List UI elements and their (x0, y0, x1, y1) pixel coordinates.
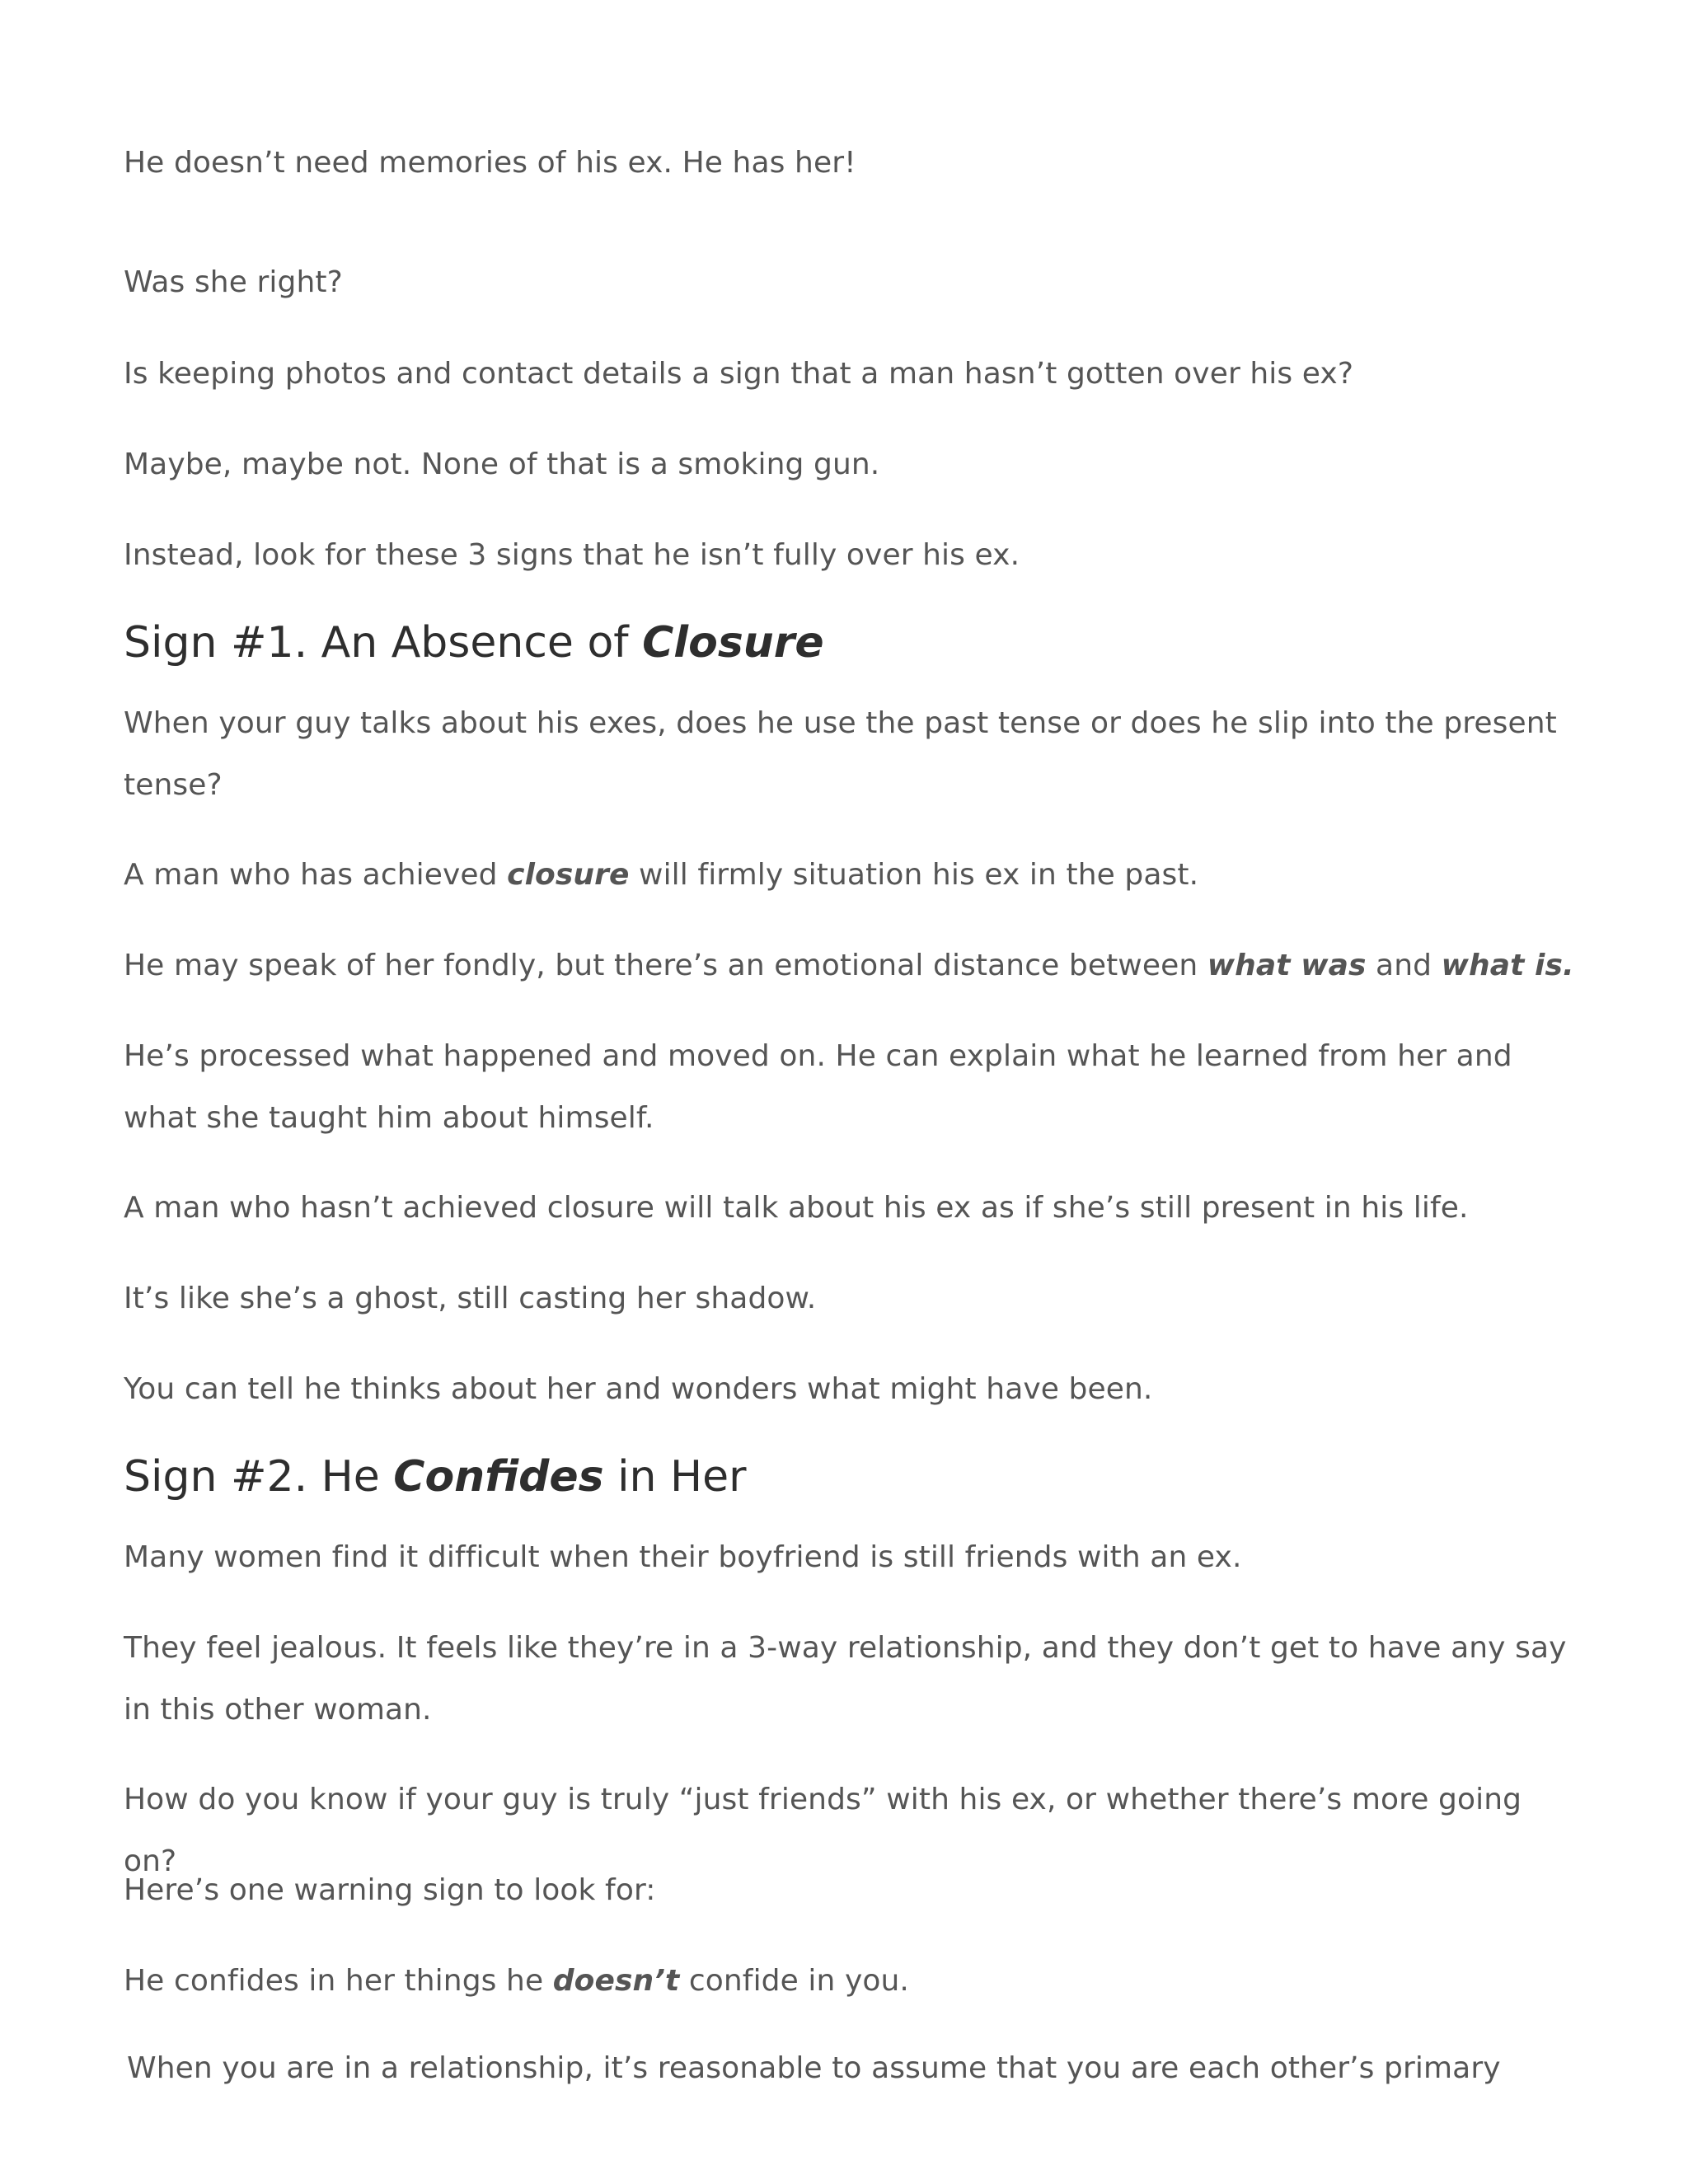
paragraph-memories: He doesn’t need memories of his ex. He has her! (124, 146, 856, 180)
heading-sign-2-text-2: in Her (603, 1452, 747, 1502)
paragraph-wonders: You can tell he thinks about her and wonders what might have been. (124, 1372, 1153, 1406)
heading-sign-2-text-1: Sign #2. He (124, 1452, 394, 1502)
heading-sign-1-emphasis: Closure (642, 618, 824, 668)
heading-sign-2 (124, 1448, 1574, 1506)
heading-sign-2-emphasis: Confides (393, 1452, 604, 1502)
paragraph-past-tense: When your guy talks about his exes, does he use the past tense or does he slip into the present tense? (124, 706, 1557, 802)
paragraph-fondly-text-1: He may speak of her fondly, but there’s an emotional distance between (124, 949, 1207, 982)
paragraph-closure-emphasis: closure (507, 858, 630, 892)
paragraph-warning-sign: Here’s one warning sign to look for: (124, 1873, 656, 1907)
paragraph-closure (124, 844, 1574, 906)
paragraph-was-she-right: Was she right? (124, 265, 343, 299)
paragraph-processed: He’s processed what happened and moved on. He can explain what he learned from her and what she taught him about himself. (124, 1039, 1512, 1135)
paragraph-not-achieved: A man who hasn’t achieved closure will talk about his ex as if she’s still present in his life. (124, 1191, 1469, 1225)
paragraph-closure-text-2: will firmly situation his ex in the past. (629, 858, 1199, 892)
paragraph-fondly-text-2: and (1366, 949, 1442, 982)
paragraph-ghost: It’s like she’s a ghost, still casting her shadow. (124, 1282, 817, 1315)
paragraph-confides-text-2: confide in you. (679, 1964, 909, 1998)
paragraph-confides-text-1: He confides in her things he (124, 1964, 553, 1998)
paragraph-confides (124, 1950, 1574, 2012)
paragraph-fondly (124, 935, 1574, 996)
paragraph-primary: When you are in a relationship, it’s reasonable to assume that you are each other’s primary (127, 2051, 1501, 2085)
paragraph-closure-text-1: A man who has achieved (124, 858, 508, 892)
paragraph-maybe: Maybe, maybe not. None of that is a smoking gun. (124, 448, 880, 481)
paragraph-fondly-emphasis-2: what is. (1441, 949, 1574, 982)
paragraph-fondly-emphasis-1: what was (1207, 949, 1367, 982)
heading-sign-1-text: Sign #1. An Absence of (124, 618, 643, 668)
paragraph-jealous: They feel jealous. It feels like they’re in a 3-way relationship, and they don’t get to have any say in this other woman. (124, 1631, 1567, 1727)
paragraph-confides-emphasis: doesn’t (552, 1964, 680, 1998)
heading-sign-1 (124, 614, 1574, 672)
paragraph-keeping-photos: Is keeping photos and contact details a sign that a man hasn’t gotten over his ex? (124, 357, 1354, 391)
paragraph-many-women: Many women find it difficult when their boyfriend is still friends with an ex. (124, 1540, 1242, 1574)
paragraph-just-friends: How do you know if your guy is truly “just friends” with his ex, or whether there’s more going on? (124, 1783, 1522, 1878)
paragraph-instead: Instead, look for these 3 signs that he isn’t fully over his ex. (124, 538, 1020, 572)
